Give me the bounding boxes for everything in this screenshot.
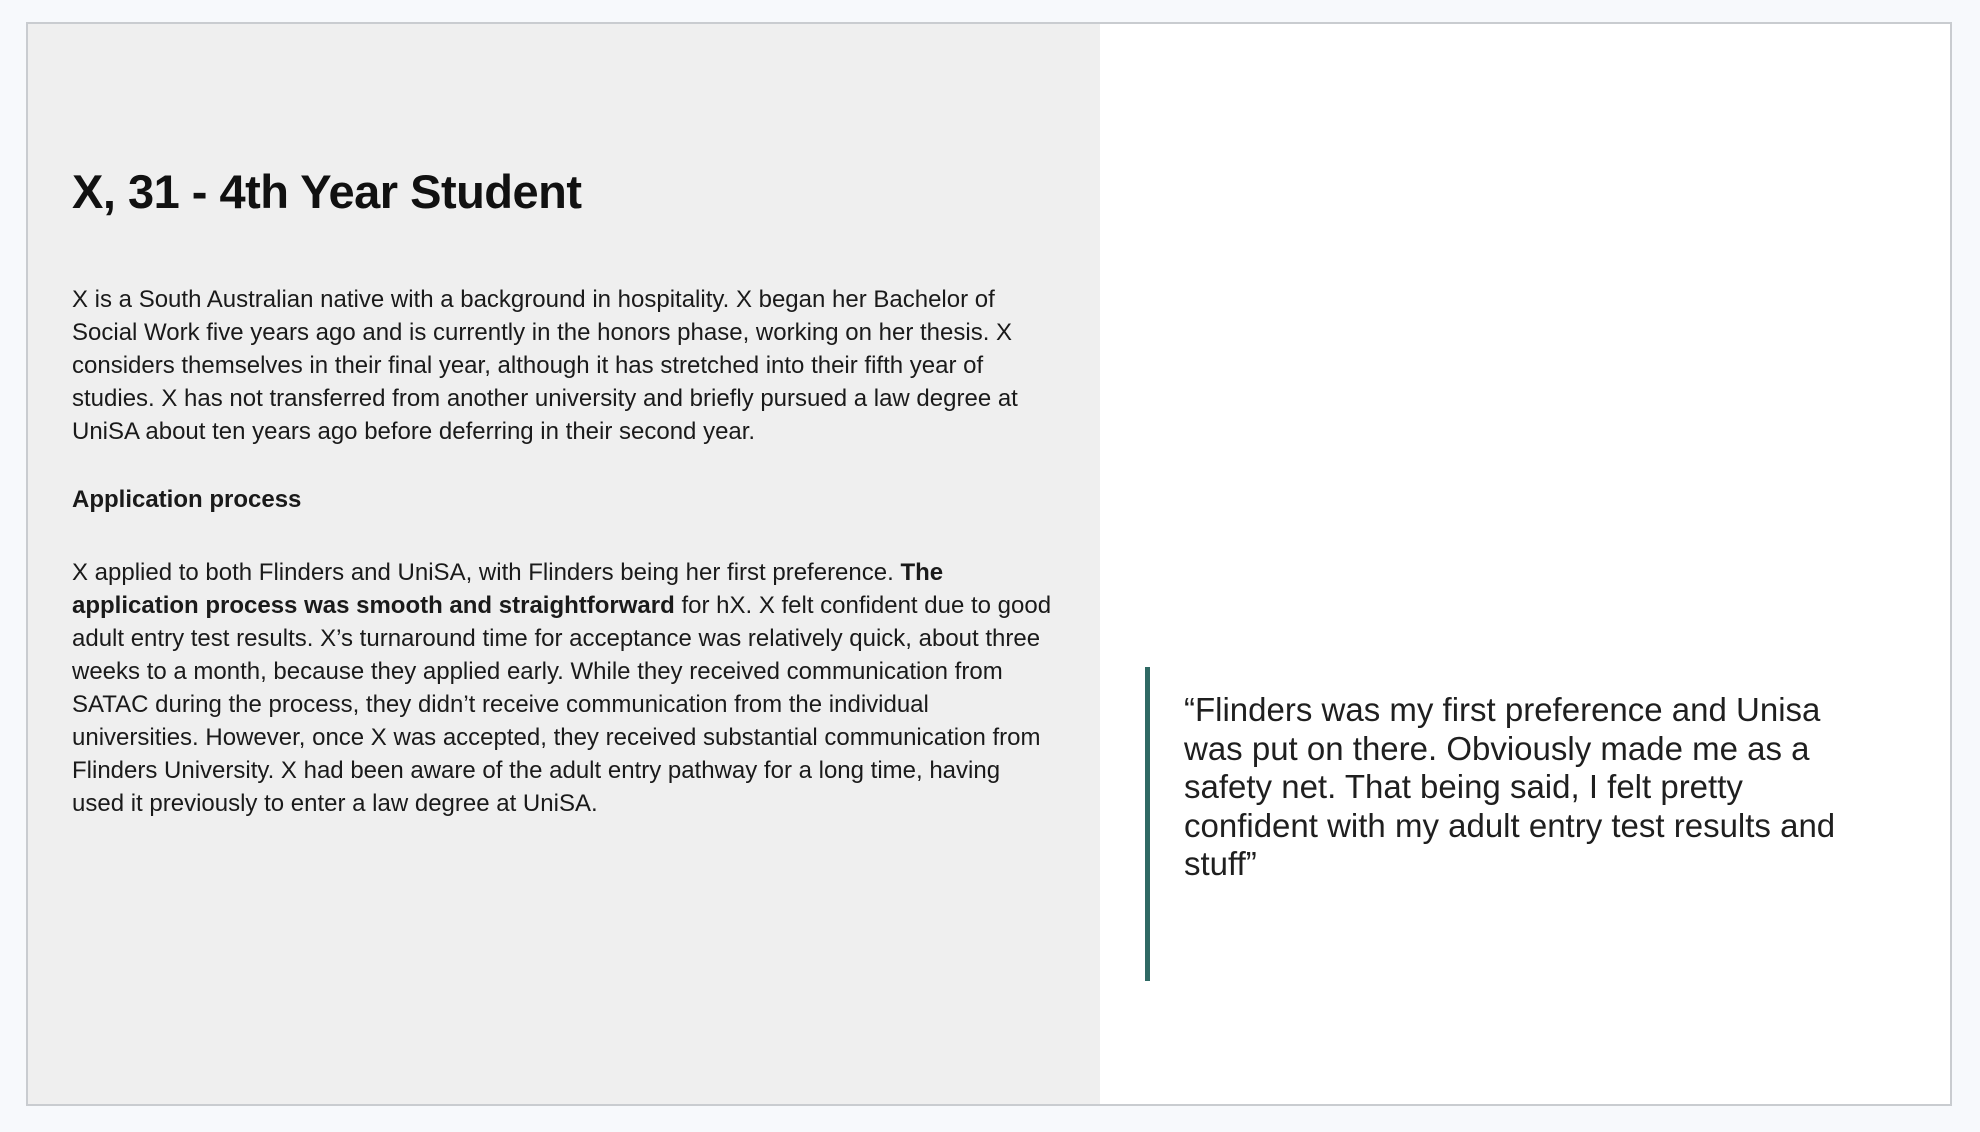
application-text-emphasis: The application process was smooth and straightforward: [72, 559, 944, 619]
application-text-end: for hX. X felt confident due to good adult entry test results. X’s turnaround time for acceptance was relatively quick, about three weeks to a month, because they applied early. While they received communication from SATAC during the process, they didn’t receive communication from the individual universities. However, once X was accepted, they received substantial communication from Flinders University. X had been aware of the adult entry pathway for a long time, having used it previously to enter a law degree at UniSA.: [72, 592, 1052, 817]
quote-accent-bar: [1145, 667, 1150, 981]
slide: [26, 22, 1952, 1106]
page-title: X, 31 - 4th Year Student: [72, 165, 582, 218]
application-paragraph: [72, 556, 1052, 820]
pull-quote: “Flinders was my first preference and Unisa was put on there. Obviously made me as a safety net. That being said, I felt pretty confident with my adult entry test results and stuff”: [1184, 691, 1836, 882]
section-heading-application: Application process: [72, 486, 302, 513]
intro-paragraph: X is a South Australian native with a background in hospitality. X began her Bachelor of Social Work five years ago and is currently in the honors phase, working on her thesis. X considers themselves in their final year, although it has stretched into their fifth year of studies. X has not transferred from another university and briefly pursued a law degree at UniSA about ten years ago before deferring in their second year.: [72, 286, 1018, 445]
application-text-start: X applied to both Flinders and UniSA, with Flinders being her first preference.: [72, 559, 901, 586]
profile-panel: [28, 24, 1100, 1104]
